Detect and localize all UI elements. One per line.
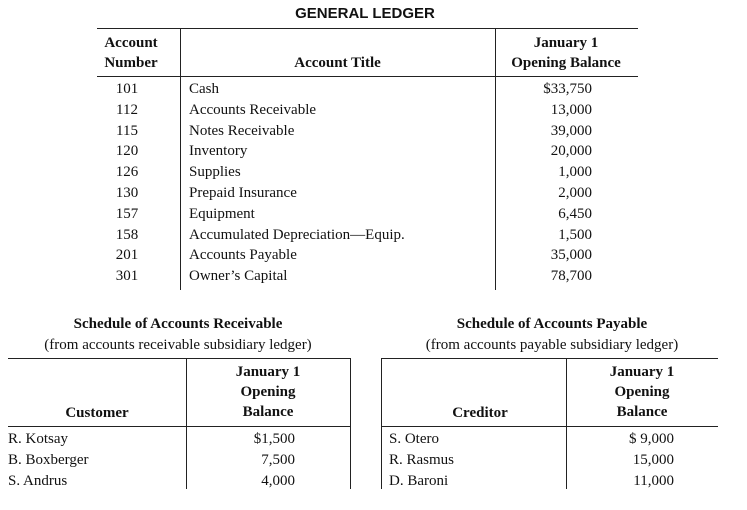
ledger-opening-balance: 13,000	[550, 101, 592, 118]
payable-left-border	[381, 358, 382, 489]
ledger-account-number: 101	[115, 81, 139, 97]
payable-header-rule	[381, 426, 718, 427]
receivable-opening-balance: $1,500	[253, 431, 295, 447]
receivable-right-border	[350, 358, 351, 489]
ledger-account-number: 301	[115, 268, 139, 285]
ledger-header-balance: January 1 Opening Balance	[511, 35, 621, 71]
receivable-title: Schedule of Accounts Receivable	[73, 316, 283, 332]
payable-opening-balance: 11,000	[633, 473, 674, 489]
receivable-header-customer: Customer	[65, 405, 129, 421]
receivable-customer-name: R. Kotsay	[8, 431, 68, 447]
ledger-account-title: Owner’s Capital	[189, 268, 288, 285]
ledger-opening-balance: 39,000	[550, 122, 592, 139]
ledger-account-number: 120	[115, 143, 139, 160]
ledger-opening-balance: 20,000	[550, 143, 592, 160]
ledger-top-rule	[97, 28, 638, 29]
payable-column-divider	[566, 358, 567, 489]
receivable-header-rule	[8, 426, 350, 427]
payable-title: Schedule of Accounts Payable	[456, 316, 648, 332]
ledger-account-number: 112	[116, 101, 138, 118]
ledger-opening-balance: 6,450	[558, 205, 592, 222]
ledger-account-title: Inventory	[189, 143, 248, 160]
receivable-subtitle: (from accounts receivable subsidiary ledger)	[44, 337, 312, 353]
ledger-header-number: Account Number	[104, 35, 158, 71]
payable-creditor-name: D. Baroni	[389, 473, 449, 489]
ledger-opening-balance: $33,750	[543, 81, 592, 97]
ledger-account-number: 201	[115, 247, 139, 264]
payable-top-rule	[381, 358, 718, 359]
payable-header-balance: January 1 Opening Balance	[609, 364, 675, 420]
payable-creditor-name: R. Rasmus	[389, 452, 455, 468]
ledger-account-number: 130	[115, 185, 139, 201]
payable-subtitle: (from accounts payable subsidiary ledger)	[425, 337, 679, 353]
receivable-opening-balance: 7,500	[261, 452, 295, 468]
ledger-account-number: 115	[116, 122, 138, 139]
payable-header-creditor: Creditor	[452, 405, 508, 421]
ledger-account-number: 157	[115, 205, 139, 222]
ledger-opening-balance: 1,000	[558, 164, 592, 181]
receivable-customer-name: S. Andrus	[8, 473, 68, 489]
ledger-opening-balance: 1,500	[558, 226, 592, 243]
ledger-opening-balance: 78,700	[550, 268, 592, 285]
payable-opening-balance: $ 9,000	[629, 431, 674, 447]
receivable-opening-balance: 4,000	[261, 473, 295, 489]
ledger-account-title: Accumulated Depreciation—Equip.	[189, 226, 405, 243]
ledger-account-title: Supplies	[189, 164, 241, 181]
ledger-account-title: Prepaid Insurance	[189, 185, 297, 201]
ledger-title: GENERAL LEDGER	[295, 5, 435, 22]
ledger-header-rule	[97, 76, 638, 77]
receivable-customer-name: B. Boxberger	[8, 452, 89, 468]
payable-creditor-name: S. Otero	[389, 431, 439, 447]
ledger-account-title: Equipment	[189, 205, 255, 222]
receivable-column-divider	[186, 358, 187, 489]
ledger-account-number: 126	[115, 164, 139, 181]
ledger-opening-balance: 35,000	[550, 247, 592, 264]
payable-opening-balance: 15,000	[632, 452, 674, 468]
ledger-account-number: 158	[115, 226, 139, 243]
ledger-account-title: Cash	[189, 81, 219, 97]
ledger-account-title: Notes Receivable	[189, 122, 295, 139]
ledger-account-title: Accounts Receivable	[189, 101, 317, 118]
ledger-opening-balance: 2,000	[558, 185, 592, 201]
ledger-column-divider-left	[180, 28, 181, 290]
receivable-top-rule	[8, 358, 350, 359]
receivable-header-balance: January 1 Opening Balance	[235, 364, 301, 420]
ledger-header-account-title: Account Title	[294, 55, 381, 71]
ledger-account-title: Accounts Payable	[189, 247, 297, 264]
